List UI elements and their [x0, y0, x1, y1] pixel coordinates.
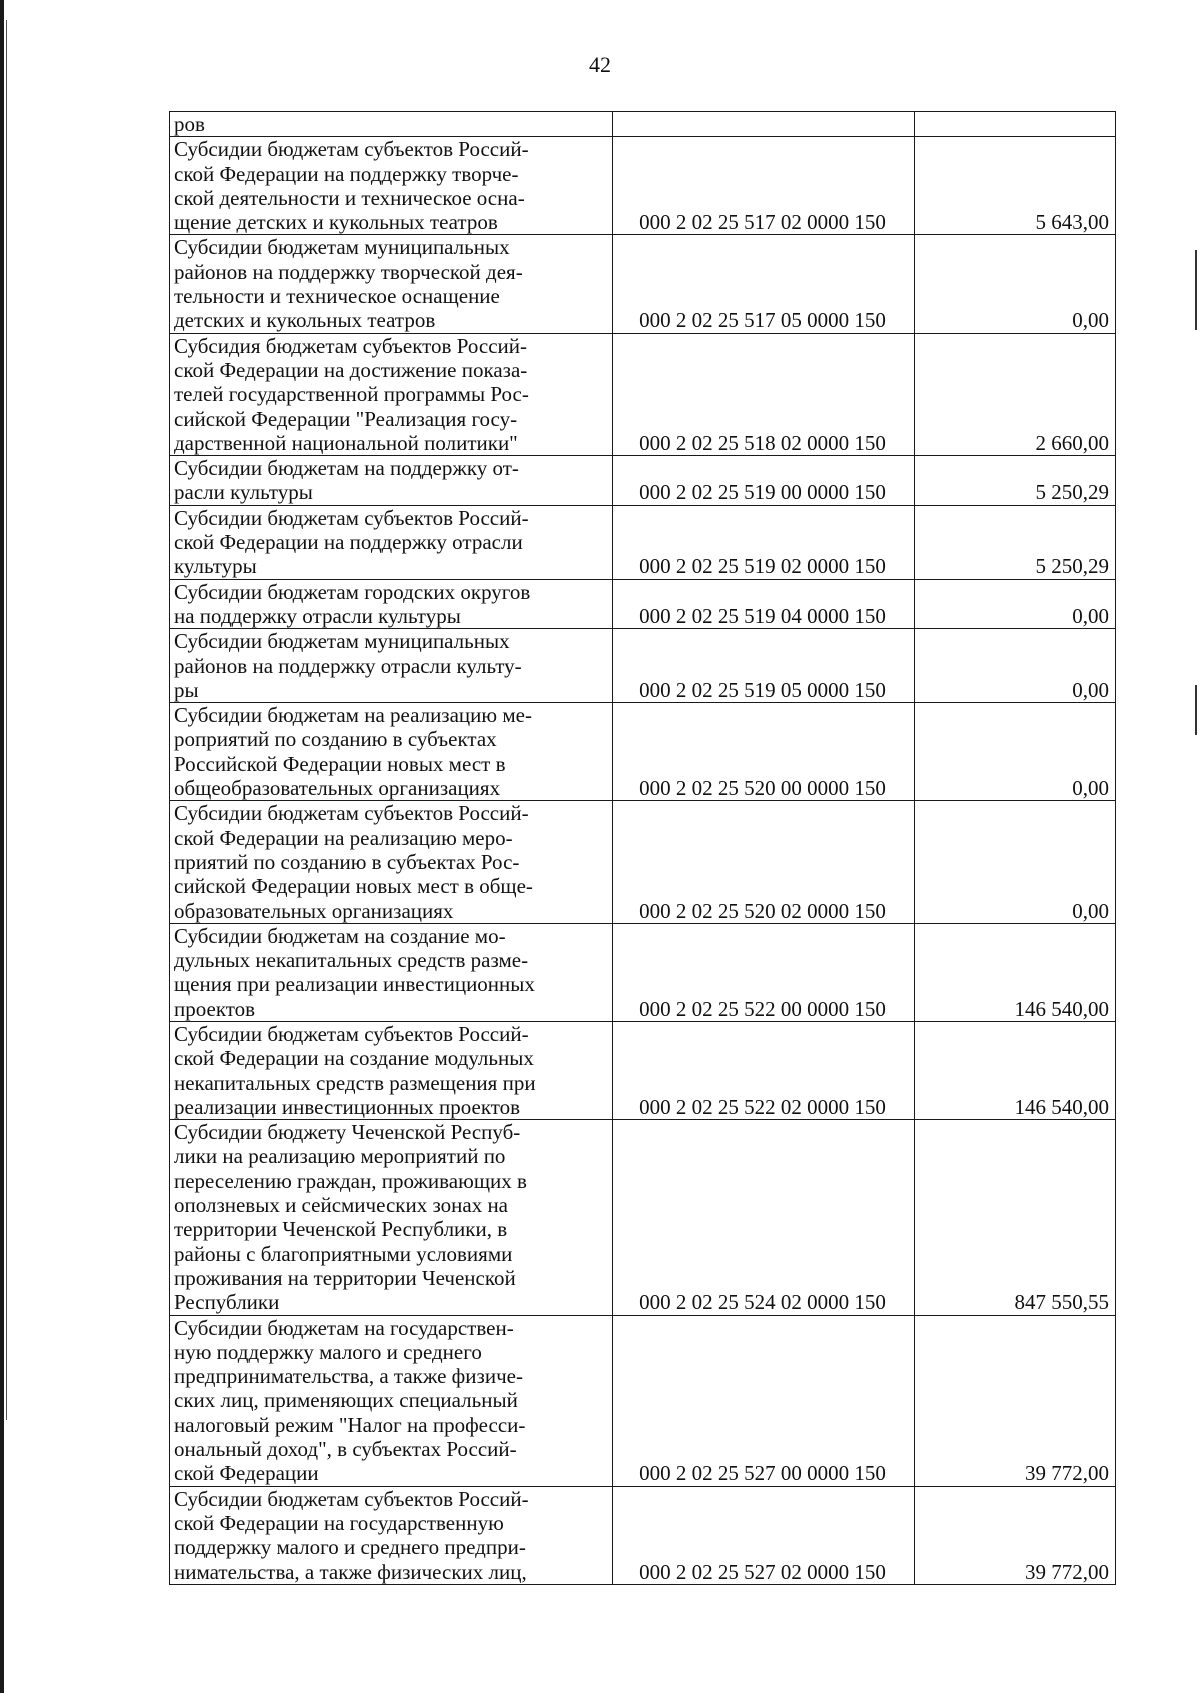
- row-name: Субсидии бюджетам городских округов на поддержку отрасли культуры: [170, 579, 613, 629]
- row-code: 000 2 02 25 520 02 0000 150: [613, 801, 915, 923]
- row-amount: 0,00: [915, 801, 1116, 923]
- page-number: 42: [589, 52, 611, 77]
- row-amount: 5 250,29: [915, 456, 1116, 506]
- row-amount: 5 250,29: [915, 505, 1116, 579]
- row-name: Субсидии бюджетам муниципальных районов на поддержку творческой дея- тельности и техническое оснащение детских и кукольных театров: [170, 235, 613, 333]
- row-name: Субсидии бюджету Чеченской Респуб- лики на реализацию мероприятий по переселению граждан, проживающих в оползневых и сейсмических зонах на территории Чеченской Республики, в районы с благоприятными условиями проживания на территории Чеченской Республики: [170, 1120, 613, 1315]
- row-amount: 0,00: [915, 703, 1116, 801]
- table-row: [170, 137, 1116, 235]
- row-amount: 5 643,00: [915, 137, 1116, 235]
- row-amount: 2 660,00: [915, 333, 1116, 455]
- budget-table: [169, 111, 1116, 1585]
- table-row: [170, 505, 1116, 579]
- row-amount: 39 772,00: [915, 1315, 1116, 1486]
- row-name: Субсидии бюджетам на создание мо- дульных некапитальных средств разме- щения при реализации инвестиционных проектов: [170, 923, 613, 1021]
- table-row: [170, 1486, 1116, 1584]
- table-row: [170, 1120, 1116, 1315]
- row-name: Субсидии бюджетам субъектов Россий- ской Федерации на поддержку творче- ской деятельности и техническое осна- щение детских и кукольных театров: [170, 137, 613, 235]
- row-name: Субсидии бюджетам на реализацию ме- роприятий по созданию в субъектах Российской Федерации новых мест в общеобразовательных организациях: [170, 703, 613, 801]
- row-code: 000 2 02 25 519 00 0000 150: [613, 456, 915, 506]
- row-amount: 0,00: [915, 629, 1116, 703]
- row-code: 000 2 02 25 517 05 0000 150: [613, 235, 915, 333]
- table-row: [170, 235, 1116, 333]
- row-code: 000 2 02 25 519 05 0000 150: [613, 629, 915, 703]
- table-row: [170, 801, 1116, 923]
- row-name: Субсидии бюджетам на поддержку от- расли культуры: [170, 456, 613, 506]
- row-amount: 0,00: [915, 235, 1116, 333]
- row-code: 000 2 02 25 520 00 0000 150: [613, 703, 915, 801]
- row-amount: [915, 112, 1116, 137]
- table-row: [170, 579, 1116, 629]
- row-name: Субсидии бюджетам субъектов Россий- ской Федерации на реализацию меро- приятий по созданию в субъектах Рос- сийской Федерации новых мест в обще- образовательных организациях: [170, 801, 613, 923]
- table-row: [170, 456, 1116, 506]
- row-amount: 0,00: [915, 579, 1116, 629]
- scan-mark-right: [1195, 685, 1197, 735]
- table-row: [170, 1021, 1116, 1119]
- row-code: 000 2 02 25 527 02 0000 150: [613, 1486, 915, 1584]
- row-code: 000 2 02 25 522 00 0000 150: [613, 923, 915, 1021]
- row-name: Субсидии бюджетам муниципальных районов на поддержку отрасли культу- ры: [170, 629, 613, 703]
- row-amount: 39 772,00: [915, 1486, 1116, 1584]
- scan-mark-right: [1195, 250, 1197, 330]
- row-code: 000 2 02 25 517 02 0000 150: [613, 137, 915, 235]
- table-row: [170, 923, 1116, 1021]
- table-row: [170, 333, 1116, 455]
- row-code: 000 2 02 25 524 02 0000 150: [613, 1120, 915, 1315]
- row-name: Субсидия бюджетам субъектов Россий- ской Федерации на достижение показа- телей государственной программы Рос- сийской Федерации "Реализация госу- дарственной национальной политики": [170, 333, 613, 455]
- row-code: 000 2 02 25 522 02 0000 150: [613, 1021, 915, 1119]
- table-row: [170, 703, 1116, 801]
- row-code: [613, 112, 915, 137]
- scan-edge-line: [6, 20, 7, 1420]
- row-name: ров: [170, 112, 613, 137]
- row-name: Субсидии бюджетам субъектов Россий- ской Федерации на государственную поддержку малого и среднего предпри- нимательства, а также физических лиц,: [170, 1486, 613, 1584]
- scan-edge-left: [0, 0, 4, 1693]
- row-code: 000 2 02 25 519 04 0000 150: [613, 579, 915, 629]
- row-amount: 146 540,00: [915, 923, 1116, 1021]
- row-name: Субсидии бюджетам на государствен- ную поддержку малого и среднего предпринимательства, а также физиче- ских лиц, применяющих специальный налоговый режим "Налог на професси- ональный доход", в субъектах Россий- ской Федерации: [170, 1315, 613, 1486]
- table-row: [170, 1315, 1116, 1486]
- row-name: Субсидии бюджетам субъектов Россий- ской Федерации на поддержку отрасли культуры: [170, 505, 613, 579]
- row-code: 000 2 02 25 519 02 0000 150: [613, 505, 915, 579]
- row-code: 000 2 02 25 518 02 0000 150: [613, 333, 915, 455]
- row-name: Субсидии бюджетам субъектов Россий- ской Федерации на создание модульных некапитальных средств размещения при реализации инвестиционных проектов: [170, 1021, 613, 1119]
- row-code: 000 2 02 25 527 00 0000 150: [613, 1315, 915, 1486]
- table-row: [170, 112, 1116, 137]
- row-amount: 146 540,00: [915, 1021, 1116, 1119]
- table-row: [170, 629, 1116, 703]
- row-amount: 847 550,55: [915, 1120, 1116, 1315]
